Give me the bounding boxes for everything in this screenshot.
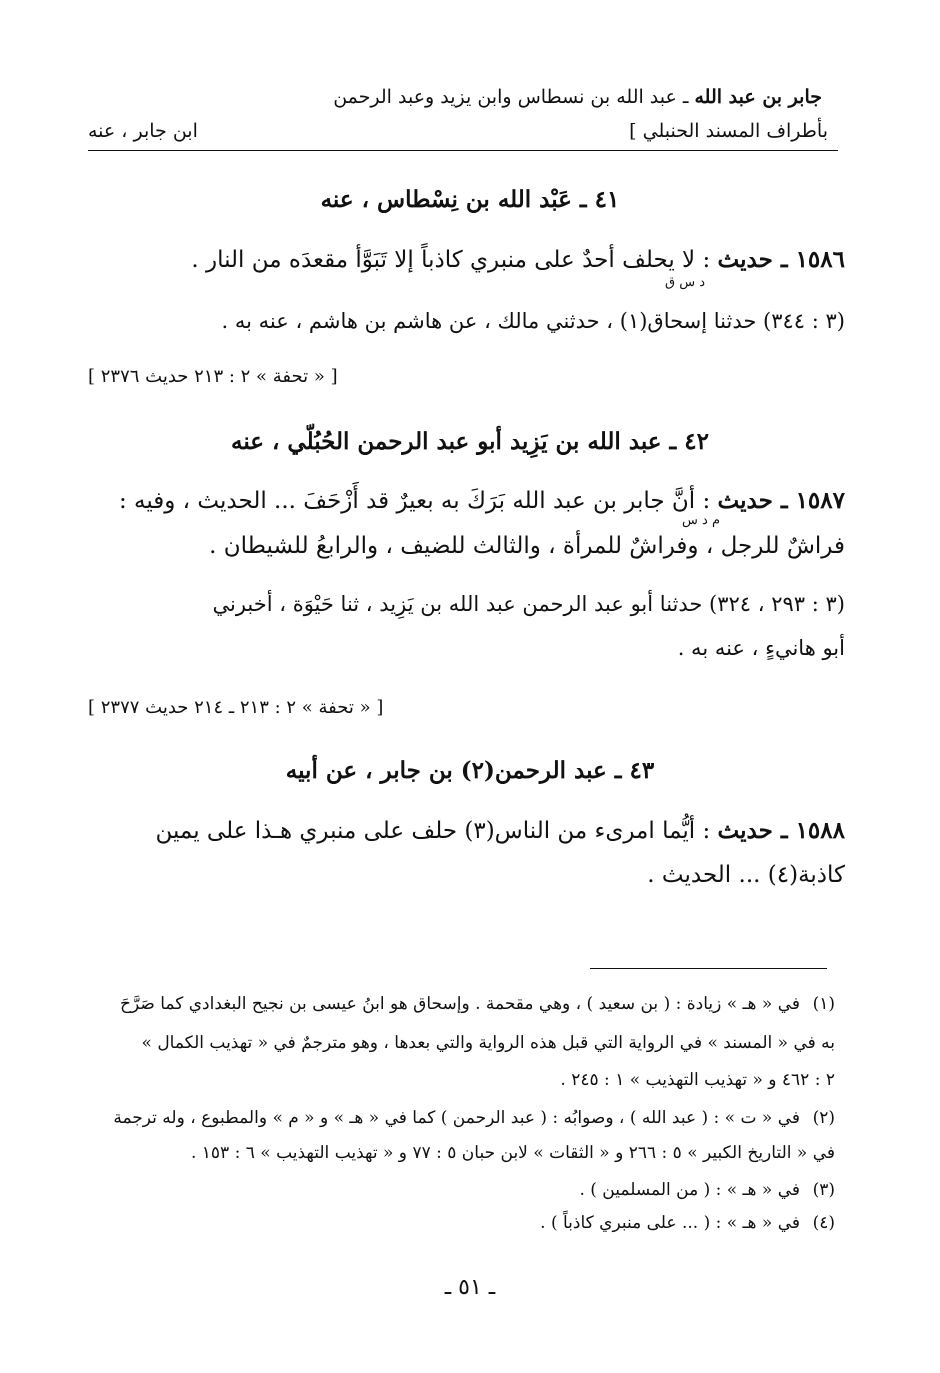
section-heading-42: ٤٢ ـ عبد الله بن يَزِيد أبو عبد الرحمن الحُبُلّي ، عنه bbox=[230, 428, 709, 455]
footnote-2-line2: في « التاريخ الكبير » ٥ : ٢٦٦ و « الثقات » لابن حبان ٥ : ٧٧ و « تهذيب التهذيب » ٦ : ١٥٣ . bbox=[190, 1143, 835, 1163]
tuhfa-reference: [ « تحفة » ٢ : ٢١٣ حديث ٢٣٧٦ ] bbox=[88, 366, 338, 387]
footnote-2-num: (٢) bbox=[812, 1108, 835, 1128]
footnote-rule bbox=[590, 968, 827, 969]
hadith-text: : أنَّ جابر بن عبد الله بَرَكَ به بعيرٌ قد أَزْحَفَ ... الحديث ، وفيه : bbox=[118, 488, 718, 514]
header-bold: جابر بن عبد الله bbox=[694, 86, 822, 108]
header-rest: ـ عبد الله بن نسطاس وابن يزيد وعبد الرحمن bbox=[333, 86, 695, 108]
hadith-1587-line2: فراشٌ للرجل ، وفراشٌ للمرأة ، والثالث للضيف ، والرابعُ للشيطان . bbox=[209, 533, 845, 559]
footnote-2-line1: في « ت » : ( عبد الله ) ، وصوابُه : ( عبد الرحمن ) كما في « هـ » و « م » والمطبوع ، وله ترجمة bbox=[113, 1108, 800, 1128]
footnote-3-num: (٣) bbox=[812, 1180, 835, 1200]
hadith-text: : لا يحلف أحدٌ على منبري كاذباً إلا تَبَوَّأ مقعدَه من النار . bbox=[191, 247, 718, 273]
hadith-1587 bbox=[119, 487, 845, 514]
hadith-text: : أيُّما امرىء من الناس(٣) حلف على منبري هـذا على يمين bbox=[155, 818, 718, 844]
running-header-line2: ابن جابر ، عنه bbox=[88, 120, 198, 142]
running-header-book-title: بأطراف المسند الحنبلي ] bbox=[629, 120, 828, 142]
hadith-1586 bbox=[191, 246, 845, 273]
isnad-1587-line2: أبو هانيءٍ ، عنه به . bbox=[677, 636, 845, 660]
isnad-1587: (٣ : ٢٩٣ ، ٣٢٤) حدثنا أبو عبد الرحمن عبد الله بن يَزِيد ، ثنا حَيْوَة ، أخبرني bbox=[212, 592, 845, 616]
footnote-1-line2: به في « المسند » في الرواية التي قبل هذه الرواية والتي بعدها ، وهو مترجمٌ في « تهذيب الكمال » bbox=[141, 1033, 835, 1053]
footnote-1-line3: ٢ : ٤٦٢ و « تهذيب التهذيب » ١ : ٢٤٥ . bbox=[560, 1070, 835, 1090]
header-rule bbox=[88, 150, 838, 151]
hadith-1588-line2: كاذبة(٤) ... الحديث . bbox=[647, 862, 845, 888]
page-number: ـ ٥١ ـ bbox=[444, 1275, 496, 1300]
isnad-1586: (٣ : ٣٤٤) حدثنا إسحاق(١) ، حدثني مالك ، عن هاشم بن هاشم ، عنه به . bbox=[221, 309, 845, 333]
hadith-1588 bbox=[155, 817, 845, 844]
section-heading-43: ٤٣ ـ عبد الرحمن(٢) بن جابر ، عن أبيه bbox=[285, 757, 655, 784]
running-header-line1 bbox=[333, 86, 822, 108]
footnote-1-line1: في « هـ » زيادة : ( بن سعيد ) ، وهي مقحمة . وإسحاق هو ابنُ عيسى بن نجيح البغدادي كما صَرَّحَ bbox=[120, 994, 800, 1014]
hadith-number: ١٥٨٨ ـ حديث bbox=[717, 817, 845, 844]
tuhfa-reference: [ « تحفة » ٢ : ٢١٣ ـ ٢١٤ حديث ٢٣٧٧ ] bbox=[88, 697, 384, 718]
sigla: د س ق bbox=[664, 275, 705, 290]
sigla: م د س bbox=[682, 513, 720, 528]
footnote-4-line1: في « هـ » : ( ... على منبري كاذباً ) . bbox=[540, 1213, 800, 1233]
hadith-number: ١٥٨٦ ـ حديث bbox=[717, 246, 845, 273]
footnote-1-num: (١) bbox=[812, 994, 835, 1014]
footnote-4-num: (٤) bbox=[812, 1213, 835, 1233]
hadith-number: ١٥٨٧ ـ حديث bbox=[717, 487, 845, 514]
footnote-3-line1: في « هـ » : ( من المسلمين ) . bbox=[579, 1180, 800, 1200]
section-heading-41: ٤١ ـ عَبْد الله بن نِسْطاس ، عنه bbox=[320, 186, 620, 213]
